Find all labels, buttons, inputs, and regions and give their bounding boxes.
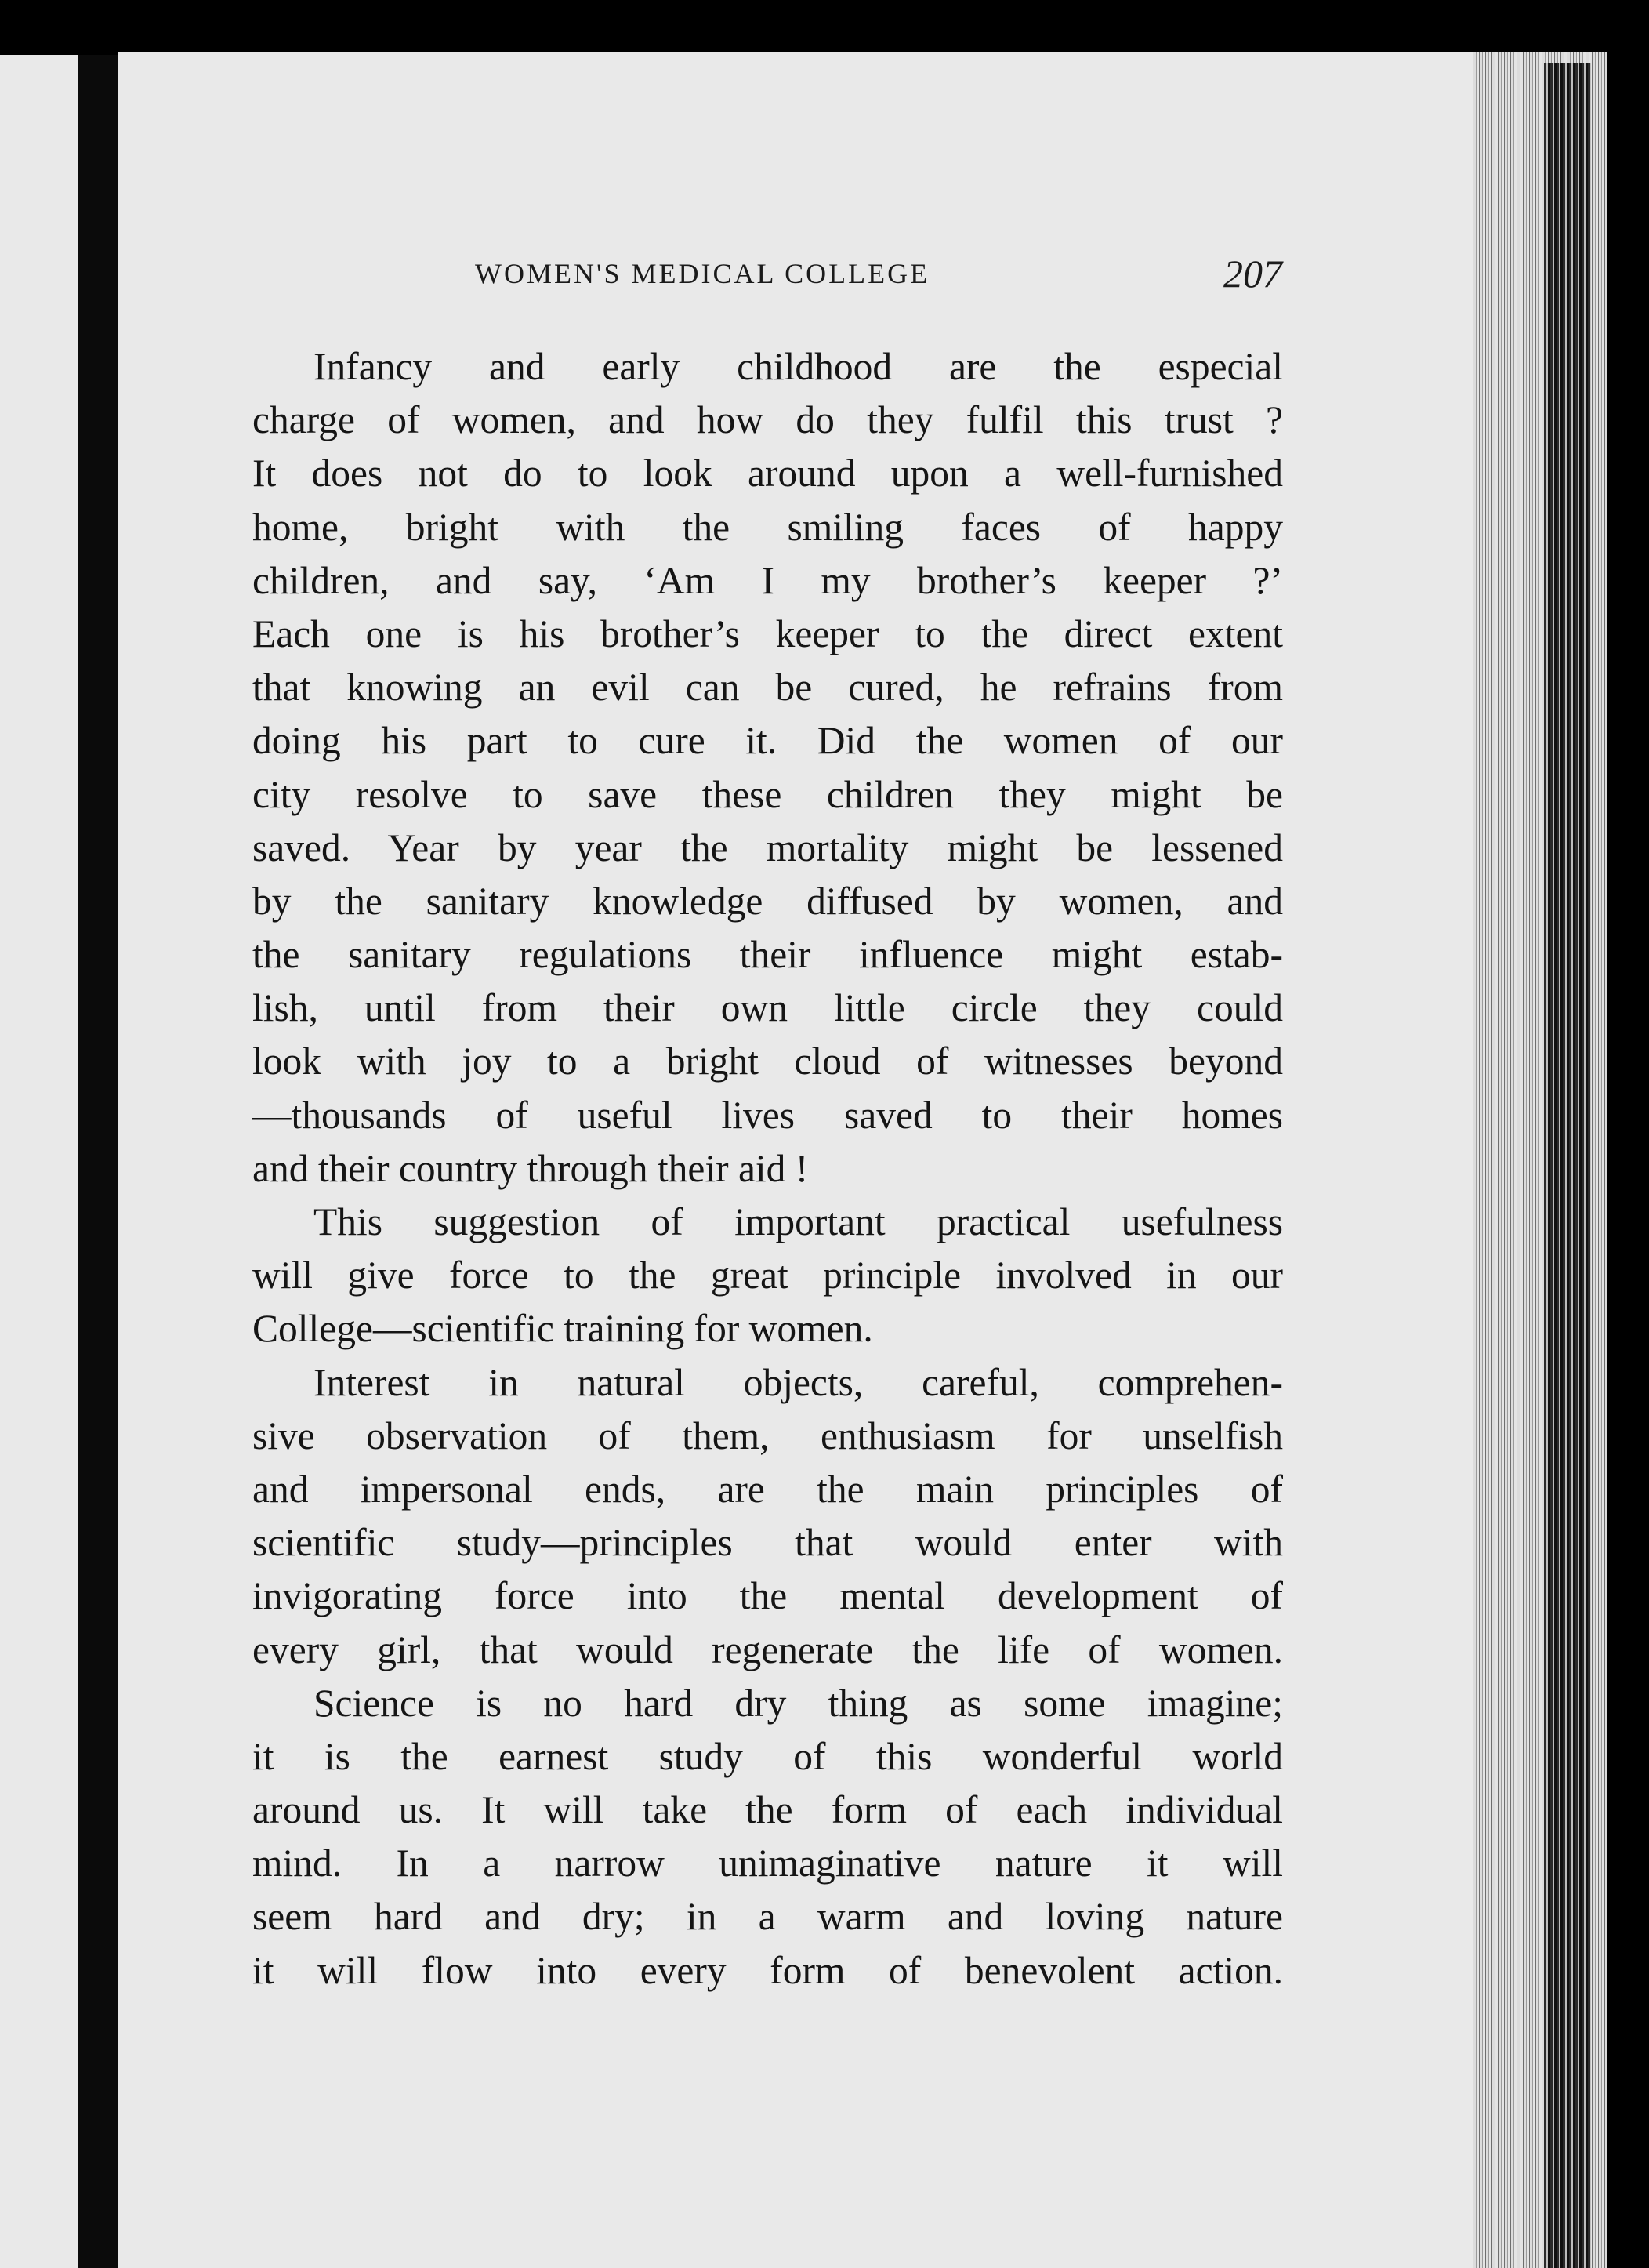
text-line: mind. In a narrow unimaginative nature it will bbox=[252, 1842, 1283, 1885]
left-page-edge bbox=[0, 55, 88, 2268]
text-line: charge of women, and how do they fulfil this trust ? bbox=[252, 398, 1283, 442]
text-line: look with joy to a bright cloud of witnesses beyond bbox=[252, 1040, 1283, 1083]
text-line: seem hard and dry; in a warm and loving nature bbox=[252, 1895, 1283, 1939]
page-header bbox=[475, 252, 1282, 304]
text-line: It does not do to look around upon a well-furnished bbox=[252, 452, 1283, 495]
text-line: it is the earnest study of this wonderful world bbox=[252, 1734, 1283, 1778]
text-line: saved. Year by year the mortality might be lessened bbox=[252, 826, 1283, 869]
text-line: Each one is his brother’s keeper to the direct extent bbox=[252, 611, 1283, 655]
running-head: WOMEN'S MEDICAL COLLEGE bbox=[475, 258, 930, 289]
text-line: This suggestion of important practical usefulness bbox=[313, 1200, 1283, 1243]
text-line: College—scientific training for women. bbox=[252, 1307, 873, 1351]
text-line: it will flow into every form of benevolent action. bbox=[252, 1948, 1283, 1992]
text-line: children, and say, ‘Am I my brother’s keeper ?’ bbox=[252, 558, 1283, 602]
page-number: 207 bbox=[1223, 252, 1282, 296]
text-line: by the sanitary knowledge diffused by women, and bbox=[252, 879, 1283, 923]
text-line: every girl, that would regenerate the life of women. bbox=[252, 1628, 1283, 1671]
text-line: sive observation of them, enthusiasm for unselfish bbox=[252, 1413, 1283, 1457]
text-line: Science is no hard dry thing as some imagine; bbox=[313, 1681, 1283, 1725]
text-line: scientific study—principles that would enter with bbox=[252, 1521, 1283, 1565]
text-line: around us. It will take the form of each individual bbox=[252, 1788, 1283, 1832]
text-line: lish, until from their own little circle they could bbox=[252, 986, 1283, 1030]
text-line: will give force to the great principle involved in our bbox=[252, 1254, 1283, 1297]
text-line: Interest in natural objects, careful, comprehen- bbox=[313, 1360, 1283, 1404]
text-line: invigorating force into the mental development of bbox=[252, 1574, 1283, 1618]
text-line: city resolve to save these children they might be bbox=[252, 772, 1283, 816]
body-text bbox=[252, 340, 1283, 1998]
text-line: Infancy and early childhood are the especial bbox=[313, 345, 1283, 388]
text-line: home, bright with the smiling faces of happy bbox=[252, 505, 1283, 549]
text-line: doing his part to cure it. Did the women of our bbox=[252, 719, 1283, 763]
text-line: and their country through their aid ! bbox=[252, 1146, 809, 1190]
text-line: the sanitary regulations their influence might estab- bbox=[252, 933, 1283, 977]
text-line: and impersonal ends, are the main principles of bbox=[252, 1467, 1283, 1511]
text-line: that knowing an evil can be cured, he refrains from bbox=[252, 666, 1283, 709]
text-line: —thousands of useful lives saved to their homes bbox=[252, 1093, 1283, 1137]
page-stack-shadow bbox=[1544, 63, 1591, 2268]
